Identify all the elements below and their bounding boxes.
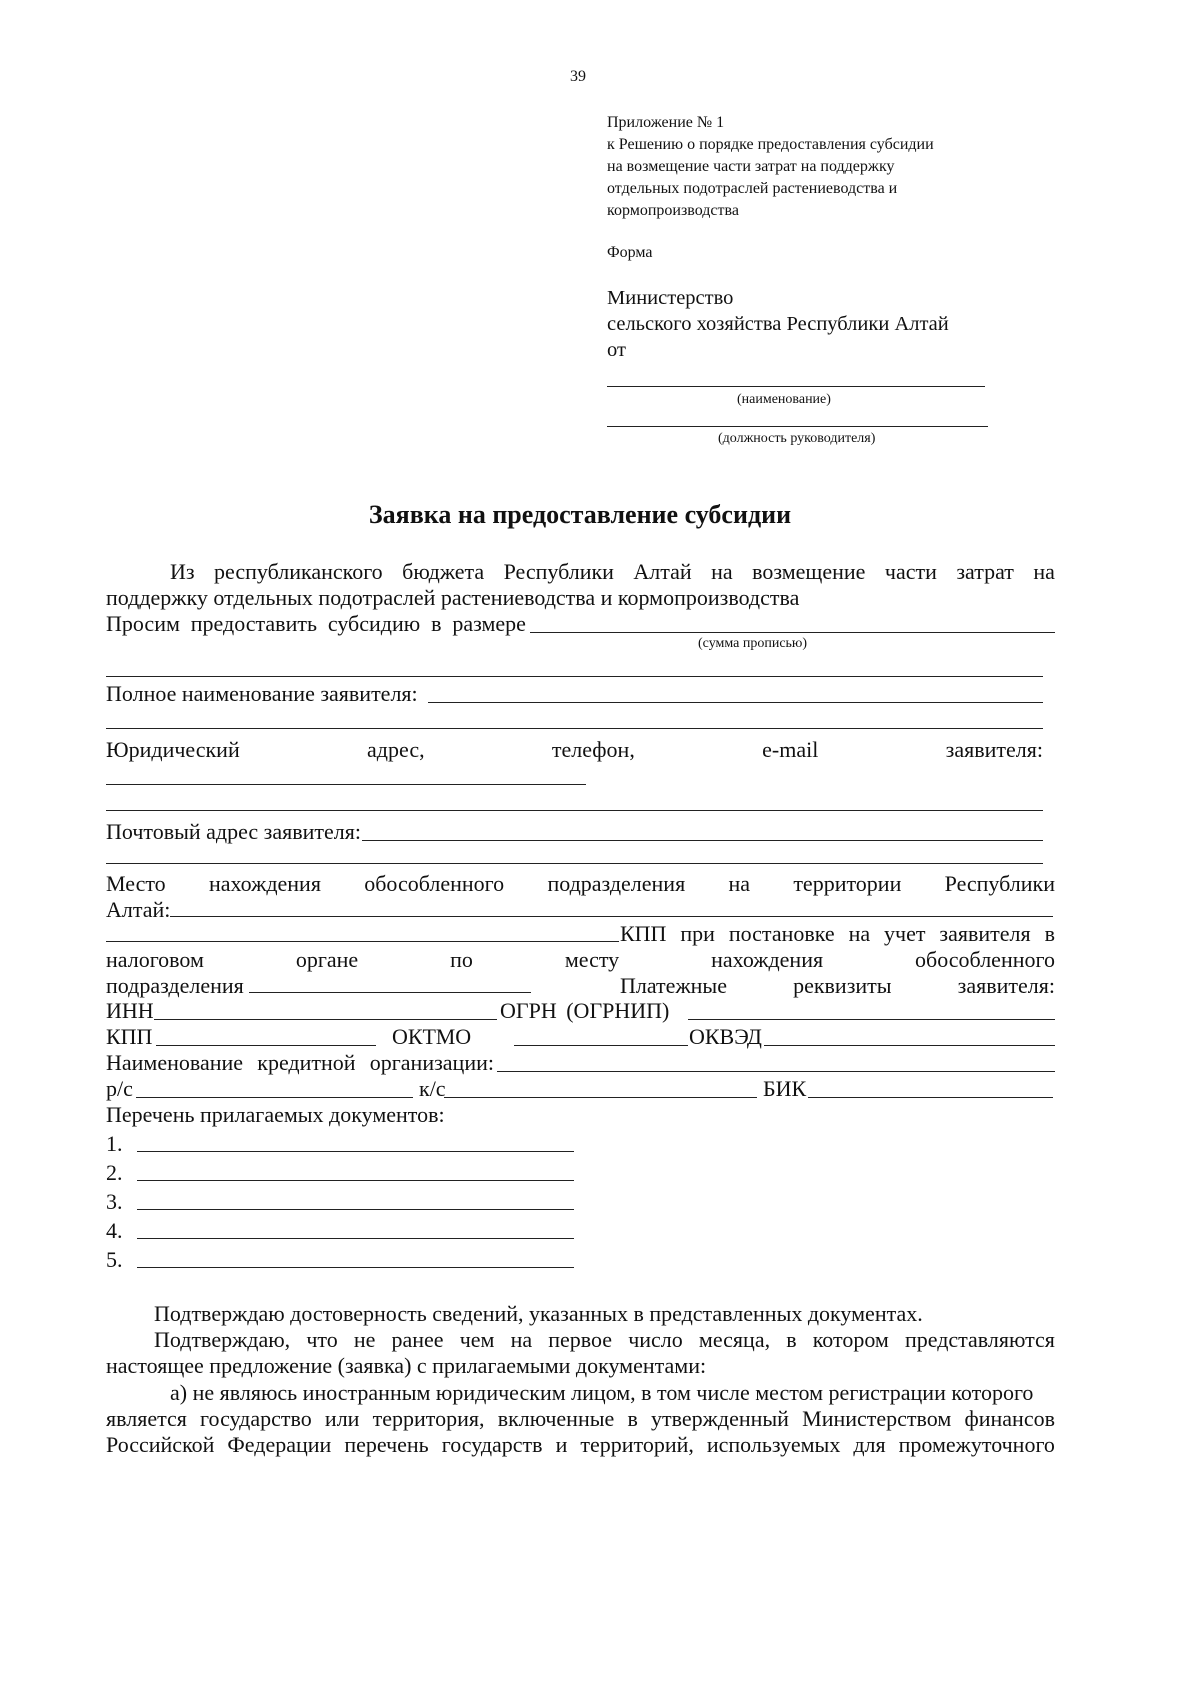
credit-org-field[interactable] bbox=[497, 1071, 1055, 1072]
amount-field-continued[interactable] bbox=[106, 676, 1043, 677]
ks-field[interactable] bbox=[444, 1097, 757, 1098]
addressee-line: от bbox=[607, 339, 626, 361]
altai-label: Алтай: bbox=[106, 897, 171, 922]
ogrn-field[interactable] bbox=[688, 1019, 1055, 1020]
name-caption: (наименование) bbox=[737, 392, 831, 407]
item-a-line-2: является государство или территория, включенные в утвержденный Министерством финансов bbox=[106, 1406, 1055, 1431]
okved-field[interactable] bbox=[764, 1045, 1055, 1046]
addressee-line: Министерство bbox=[607, 287, 734, 309]
rs-field[interactable] bbox=[136, 1097, 413, 1098]
name-line[interactable] bbox=[607, 386, 985, 387]
appendix-line: к Решению о порядке предоставления субсидии bbox=[607, 136, 934, 153]
document-number: 2. bbox=[106, 1160, 123, 1185]
document-number: 4. bbox=[106, 1218, 123, 1243]
confirm-paragraph-1: Подтверждаю достоверность сведений, указанных в представленных документах. bbox=[154, 1301, 923, 1326]
subdivision-label: подразделения bbox=[106, 973, 244, 998]
document-field[interactable] bbox=[137, 1180, 574, 1181]
appendix-line: на возмещение части затрат на поддержку bbox=[607, 158, 895, 175]
inn-label: ИНН bbox=[106, 998, 154, 1023]
bik-field[interactable] bbox=[808, 1097, 1053, 1098]
oktmo-label: ОКТМО bbox=[392, 1024, 472, 1049]
kpp-registration-label: КПП при постановке на учет заявителя в bbox=[620, 921, 1055, 946]
legal-address-field-continued[interactable] bbox=[106, 810, 1043, 811]
oktmo-field[interactable] bbox=[514, 1045, 688, 1046]
intro-line-2: поддержку отдельных подотраслей растениеводства и кормопроизводства bbox=[106, 585, 800, 610]
legal-address-field[interactable] bbox=[106, 784, 586, 785]
document-field[interactable] bbox=[137, 1267, 574, 1268]
location-field-continued[interactable] bbox=[106, 941, 619, 942]
okved-label: ОКВЭД bbox=[689, 1024, 762, 1049]
confirm-paragraph-2-line-1: Подтверждаю, что не ранее чем на первое число месяца, в котором представляются bbox=[154, 1327, 1055, 1352]
form-label: Форма bbox=[607, 244, 653, 261]
ks-label: к/с bbox=[419, 1076, 446, 1101]
document-number: 3. bbox=[106, 1189, 123, 1214]
appendix-line: отдельных подотраслей растениеводства и bbox=[607, 180, 898, 197]
documents-label: Перечень прилагаемых документов: bbox=[106, 1102, 445, 1127]
subdivision-kpp-field[interactable] bbox=[249, 992, 531, 993]
payment-details-label: Платежные реквизиты заявителя: bbox=[620, 973, 1055, 998]
item-a-line-1: а) не являюсь иностранным юридическим лицом, в том числе местом регистрации которого bbox=[170, 1380, 1034, 1405]
position-line[interactable] bbox=[607, 426, 988, 427]
tax-authority-label: налоговом органе по месту нахождения обособленного bbox=[106, 947, 1055, 972]
item-a-line-3: Российской Федерации перечень государств и территорий, используемых для промежуточного bbox=[106, 1432, 1055, 1457]
amount-caption: (сумма прописью) bbox=[698, 636, 808, 651]
full-name-field[interactable] bbox=[428, 702, 1043, 703]
amount-field[interactable] bbox=[530, 632, 1055, 633]
confirm-paragraph-2-line-2: настоящее предложение (заявка) с прилагаемыми документами: bbox=[106, 1353, 707, 1378]
document-title: Заявка на предоставление субсидии bbox=[368, 500, 792, 529]
postal-address-field-continued[interactable] bbox=[106, 863, 1043, 864]
full-name-field-continued[interactable] bbox=[106, 728, 1043, 729]
location-field[interactable] bbox=[170, 916, 1053, 917]
rs-label: р/с bbox=[106, 1076, 133, 1101]
bik-label: БИК bbox=[763, 1076, 807, 1101]
appendix-line: Приложение № 1 bbox=[607, 114, 725, 131]
kpp-label: КПП bbox=[106, 1024, 153, 1049]
ogrn-label: ОГРН (ОГРНИП) bbox=[500, 998, 670, 1023]
addressee-line: сельского хозяйства Республики Алтай bbox=[607, 313, 949, 335]
full-name-label: Полное наименование заявителя: bbox=[106, 681, 418, 706]
page-number: 39 bbox=[570, 68, 586, 85]
postal-address-field[interactable] bbox=[362, 840, 1043, 841]
credit-org-label: Наименование кредитной организации: bbox=[106, 1050, 494, 1075]
location-label: Место нахождения обособленного подразделения на территории Республики bbox=[106, 871, 1055, 896]
document-field[interactable] bbox=[137, 1238, 574, 1239]
position-caption: (должность руководителя) bbox=[718, 431, 876, 446]
legal-address-label: Юридический адрес, телефон, e-mail заявителя: bbox=[106, 737, 1043, 762]
document-field[interactable] bbox=[137, 1209, 574, 1210]
kpp-field[interactable] bbox=[156, 1045, 376, 1046]
document-number: 5. bbox=[106, 1247, 123, 1272]
postal-address-label: Почтовый адрес заявителя: bbox=[106, 819, 362, 844]
request-label: Просим предоставить субсидию в размере bbox=[106, 611, 526, 636]
intro-line-1: Из республиканского бюджета Республики Алтай на возмещение части затрат на bbox=[170, 559, 1055, 584]
document-field[interactable] bbox=[137, 1151, 574, 1152]
inn-field[interactable] bbox=[154, 1019, 497, 1020]
document-number: 1. bbox=[106, 1131, 123, 1156]
appendix-line: кормопроизводства bbox=[607, 202, 739, 219]
